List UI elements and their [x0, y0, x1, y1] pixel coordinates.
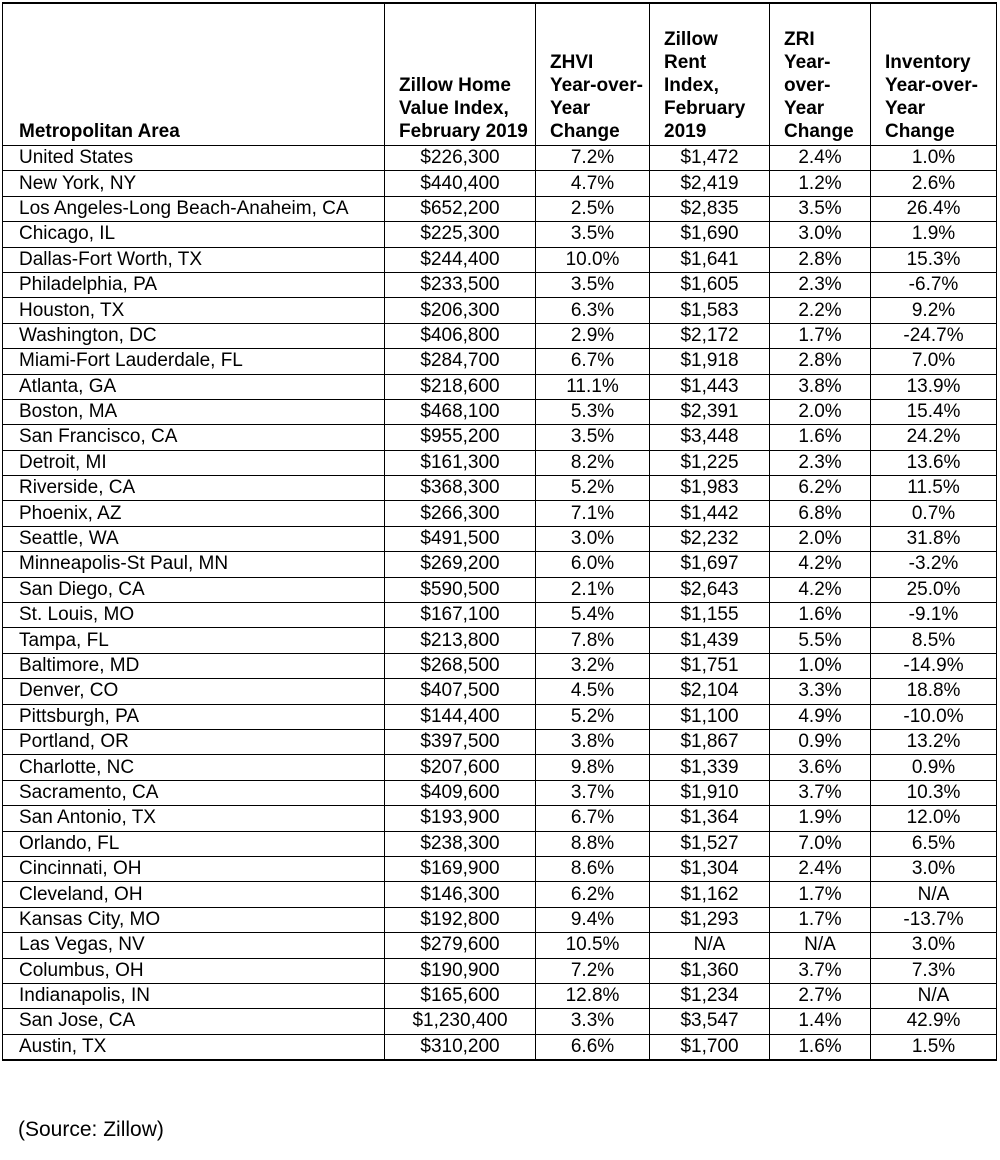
- cell-rent-index: $2,643: [650, 577, 770, 602]
- table-row: [3, 704, 997, 729]
- table-row: [3, 476, 997, 501]
- cell-metro-area: Philadelphia, PA: [3, 272, 385, 297]
- table-body: [3, 146, 997, 1061]
- cell-inventory-change: 0.7%: [871, 501, 997, 526]
- cell-inventory-change: 2.6%: [871, 171, 997, 196]
- cell-home-value: $146,300: [385, 882, 536, 907]
- cell-home-value: $368,300: [385, 476, 536, 501]
- table-row: [3, 171, 997, 196]
- cell-rent-index: N/A: [650, 933, 770, 958]
- cell-zri-change: 5.5%: [770, 628, 871, 653]
- cell-rent-index: $1,442: [650, 501, 770, 526]
- table-row: [3, 247, 997, 272]
- cell-rent-index: $1,641: [650, 247, 770, 272]
- cell-zri-change: 2.7%: [770, 983, 871, 1008]
- cell-rent-index: $1,234: [650, 983, 770, 1008]
- cell-rent-index: $1,583: [650, 298, 770, 323]
- cell-home-value: $192,800: [385, 907, 536, 932]
- cell-rent-index: $1,527: [650, 831, 770, 856]
- cell-inventory-change: 25.0%: [871, 577, 997, 602]
- cell-zhvi-change: 2.9%: [536, 323, 650, 348]
- cell-rent-index: $1,700: [650, 1034, 770, 1060]
- cell-rent-index: $1,697: [650, 552, 770, 577]
- cell-inventory-change: 18.8%: [871, 679, 997, 704]
- source-note: (Source: Zillow): [18, 1118, 164, 1141]
- cell-zri-change: 3.0%: [770, 222, 871, 247]
- cell-zhvi-change: 6.7%: [536, 806, 650, 831]
- cell-zri-change: 1.4%: [770, 1009, 871, 1034]
- cell-home-value: $310,200: [385, 1034, 536, 1060]
- cell-home-value: $161,300: [385, 450, 536, 475]
- cell-zhvi-change: 8.8%: [536, 831, 650, 856]
- cell-metro-area: Denver, CO: [3, 679, 385, 704]
- cell-zri-change: 6.8%: [770, 501, 871, 526]
- table-row: [3, 425, 997, 450]
- cell-metro-area: St. Louis, MO: [3, 603, 385, 628]
- cell-metro-area: Baltimore, MD: [3, 653, 385, 678]
- cell-metro-area: Pittsburgh, PA: [3, 704, 385, 729]
- cell-zri-change: 4.2%: [770, 552, 871, 577]
- cell-metro-area: Tampa, FL: [3, 628, 385, 653]
- cell-rent-index: $1,690: [650, 222, 770, 247]
- cell-inventory-change: N/A: [871, 882, 997, 907]
- cell-metro-area: Chicago, IL: [3, 222, 385, 247]
- cell-home-value: $652,200: [385, 196, 536, 221]
- cell-zhvi-change: 11.1%: [536, 374, 650, 399]
- cell-zri-change: 3.6%: [770, 755, 871, 780]
- table-row: [3, 399, 997, 424]
- cell-zri-change: N/A: [770, 933, 871, 958]
- cell-zhvi-change: 6.6%: [536, 1034, 650, 1060]
- cell-inventory-change: 15.4%: [871, 399, 997, 424]
- cell-home-value: $1,230,400: [385, 1009, 536, 1034]
- cell-rent-index: $2,835: [650, 196, 770, 221]
- cell-home-value: $266,300: [385, 501, 536, 526]
- table-row: [3, 222, 997, 247]
- cell-rent-index: $1,162: [650, 882, 770, 907]
- cell-zri-change: 1.7%: [770, 323, 871, 348]
- cell-metro-area: Kansas City, MO: [3, 907, 385, 932]
- cell-zhvi-change: 2.1%: [536, 577, 650, 602]
- cell-rent-index: $1,360: [650, 958, 770, 983]
- cell-home-value: $491,500: [385, 526, 536, 551]
- cell-inventory-change: 0.9%: [871, 755, 997, 780]
- cell-metro-area: San Francisco, CA: [3, 425, 385, 450]
- table-row: [3, 323, 997, 348]
- cell-zri-change: 1.9%: [770, 806, 871, 831]
- table-row: [3, 501, 997, 526]
- cell-zri-change: 2.3%: [770, 450, 871, 475]
- cell-zhvi-change: 5.2%: [536, 476, 650, 501]
- cell-inventory-change: 6.5%: [871, 831, 997, 856]
- cell-inventory-change: 1.0%: [871, 146, 997, 171]
- cell-inventory-change: 11.5%: [871, 476, 997, 501]
- cell-zhvi-change: 3.2%: [536, 653, 650, 678]
- cell-zhvi-change: 7.2%: [536, 146, 650, 171]
- cell-home-value: $406,800: [385, 323, 536, 348]
- cell-home-value: $206,300: [385, 298, 536, 323]
- table-row: [3, 577, 997, 602]
- cell-zri-change: 2.2%: [770, 298, 871, 323]
- cell-zhvi-change: 7.8%: [536, 628, 650, 653]
- header-rent-index: Zillow Rent Index, February 2019: [650, 3, 770, 146]
- cell-home-value: $218,600: [385, 374, 536, 399]
- table-row: [3, 856, 997, 881]
- cell-rent-index: $1,867: [650, 729, 770, 754]
- cell-metro-area: Atlanta, GA: [3, 374, 385, 399]
- cell-inventory-change: 15.3%: [871, 247, 997, 272]
- cell-metro-area: Miami-Fort Lauderdale, FL: [3, 349, 385, 374]
- cell-zhvi-change: 5.4%: [536, 603, 650, 628]
- cell-home-value: $244,400: [385, 247, 536, 272]
- cell-metro-area: San Diego, CA: [3, 577, 385, 602]
- cell-home-value: $207,600: [385, 755, 536, 780]
- cell-metro-area: Austin, TX: [3, 1034, 385, 1060]
- cell-zri-change: 3.8%: [770, 374, 871, 399]
- cell-home-value: $407,500: [385, 679, 536, 704]
- cell-zhvi-change: 10.0%: [536, 247, 650, 272]
- cell-home-value: $233,500: [385, 272, 536, 297]
- cell-rent-index: $2,104: [650, 679, 770, 704]
- cell-zri-change: 1.7%: [770, 907, 871, 932]
- cell-rent-index: $1,605: [650, 272, 770, 297]
- cell-metro-area: Houston, TX: [3, 298, 385, 323]
- cell-zri-change: 1.6%: [770, 603, 871, 628]
- cell-home-value: $409,600: [385, 780, 536, 805]
- cell-inventory-change: -10.0%: [871, 704, 997, 729]
- table-row: [3, 450, 997, 475]
- cell-rent-index: $1,225: [650, 450, 770, 475]
- cell-home-value: $193,900: [385, 806, 536, 831]
- cell-zri-change: 2.4%: [770, 146, 871, 171]
- cell-metro-area: Phoenix, AZ: [3, 501, 385, 526]
- table-header-row: [3, 3, 997, 146]
- cell-zhvi-change: 3.3%: [536, 1009, 650, 1034]
- cell-inventory-change: 12.0%: [871, 806, 997, 831]
- cell-metro-area: Cleveland, OH: [3, 882, 385, 907]
- cell-zhvi-change: 6.3%: [536, 298, 650, 323]
- cell-home-value: $397,500: [385, 729, 536, 754]
- cell-zri-change: 1.7%: [770, 882, 871, 907]
- cell-metro-area: New York, NY: [3, 171, 385, 196]
- cell-inventory-change: -9.1%: [871, 603, 997, 628]
- cell-inventory-change: 13.2%: [871, 729, 997, 754]
- header-inventory-yoy-change: Inventory Year-over-Year Change: [871, 3, 997, 146]
- cell-metro-area: Sacramento, CA: [3, 780, 385, 805]
- cell-zhvi-change: 6.2%: [536, 882, 650, 907]
- cell-zhvi-change: 4.7%: [536, 171, 650, 196]
- table-row: [3, 933, 997, 958]
- cell-inventory-change: 3.0%: [871, 856, 997, 881]
- cell-rent-index: $1,751: [650, 653, 770, 678]
- cell-zri-change: 2.0%: [770, 526, 871, 551]
- cell-zri-change: 1.6%: [770, 425, 871, 450]
- header-metropolitan-area: Metropolitan Area: [3, 3, 385, 146]
- cell-inventory-change: -14.9%: [871, 653, 997, 678]
- table-row: [3, 729, 997, 754]
- cell-inventory-change: 8.5%: [871, 628, 997, 653]
- cell-home-value: $144,400: [385, 704, 536, 729]
- cell-metro-area: Minneapolis-St Paul, MN: [3, 552, 385, 577]
- cell-zhvi-change: 8.6%: [536, 856, 650, 881]
- cell-rent-index: $1,293: [650, 907, 770, 932]
- cell-inventory-change: 9.2%: [871, 298, 997, 323]
- cell-metro-area: Detroit, MI: [3, 450, 385, 475]
- cell-rent-index: $1,472: [650, 146, 770, 171]
- cell-metro-area: Orlando, FL: [3, 831, 385, 856]
- cell-inventory-change: 24.2%: [871, 425, 997, 450]
- cell-metro-area: United States: [3, 146, 385, 171]
- cell-zhvi-change: 3.8%: [536, 729, 650, 754]
- cell-home-value: $238,300: [385, 831, 536, 856]
- cell-zri-change: 1.2%: [770, 171, 871, 196]
- header-home-value-index: Zillow Home Value Index, February 2019: [385, 3, 536, 146]
- cell-rent-index: $1,983: [650, 476, 770, 501]
- cell-zri-change: 2.4%: [770, 856, 871, 881]
- table-row: [3, 983, 997, 1008]
- cell-zhvi-change: 9.4%: [536, 907, 650, 932]
- cell-home-value: $468,100: [385, 399, 536, 424]
- cell-inventory-change: 1.9%: [871, 222, 997, 247]
- table-row: [3, 526, 997, 551]
- cell-home-value: $213,800: [385, 628, 536, 653]
- table-row: [3, 272, 997, 297]
- cell-rent-index: $1,910: [650, 780, 770, 805]
- cell-rent-index: $1,439: [650, 628, 770, 653]
- cell-rent-index: $2,391: [650, 399, 770, 424]
- cell-zhvi-change: 10.5%: [536, 933, 650, 958]
- header-zri-yoy-change: ZRI Year-over-Year Change: [770, 3, 871, 146]
- cell-home-value: $226,300: [385, 146, 536, 171]
- cell-inventory-change: 1.5%: [871, 1034, 997, 1060]
- cell-home-value: $279,600: [385, 933, 536, 958]
- cell-inventory-change: 13.6%: [871, 450, 997, 475]
- cell-home-value: $225,300: [385, 222, 536, 247]
- cell-metro-area: Indianapolis, IN: [3, 983, 385, 1008]
- table-row: [3, 628, 997, 653]
- cell-rent-index: $2,232: [650, 526, 770, 551]
- cell-zri-change: 1.0%: [770, 653, 871, 678]
- cell-zri-change: 4.9%: [770, 704, 871, 729]
- cell-zri-change: 4.2%: [770, 577, 871, 602]
- cell-zhvi-change: 6.7%: [536, 349, 650, 374]
- cell-home-value: $269,200: [385, 552, 536, 577]
- table-row: [3, 1009, 997, 1034]
- cell-metro-area: Las Vegas, NV: [3, 933, 385, 958]
- cell-inventory-change: 31.8%: [871, 526, 997, 551]
- table-row: [3, 298, 997, 323]
- cell-inventory-change: 13.9%: [871, 374, 997, 399]
- cell-zhvi-change: 3.5%: [536, 222, 650, 247]
- cell-zri-change: 3.7%: [770, 780, 871, 805]
- cell-home-value: $167,100: [385, 603, 536, 628]
- zillow-metro-table: [2, 2, 997, 1061]
- cell-inventory-change: 10.3%: [871, 780, 997, 805]
- zillow-metro-table-container: [2, 2, 997, 1061]
- cell-zri-change: 6.2%: [770, 476, 871, 501]
- cell-home-value: $169,900: [385, 856, 536, 881]
- cell-zhvi-change: 5.2%: [536, 704, 650, 729]
- cell-inventory-change: -6.7%: [871, 272, 997, 297]
- cell-inventory-change: 26.4%: [871, 196, 997, 221]
- cell-zhvi-change: 8.2%: [536, 450, 650, 475]
- cell-zhvi-change: 9.8%: [536, 755, 650, 780]
- cell-home-value: $284,700: [385, 349, 536, 374]
- cell-zhvi-change: 6.0%: [536, 552, 650, 577]
- cell-zhvi-change: 7.1%: [536, 501, 650, 526]
- cell-zhvi-change: 3.7%: [536, 780, 650, 805]
- cell-zri-change: 0.9%: [770, 729, 871, 754]
- header-zhvi-yoy-change: ZHVI Year-over-Year Change: [536, 3, 650, 146]
- cell-home-value: $190,900: [385, 958, 536, 983]
- cell-metro-area: Riverside, CA: [3, 476, 385, 501]
- cell-zhvi-change: 12.8%: [536, 983, 650, 1008]
- cell-metro-area: San Antonio, TX: [3, 806, 385, 831]
- cell-inventory-change: 42.9%: [871, 1009, 997, 1034]
- cell-metro-area: Los Angeles-Long Beach-Anaheim, CA: [3, 196, 385, 221]
- table-row: [3, 653, 997, 678]
- cell-zri-change: 3.7%: [770, 958, 871, 983]
- cell-inventory-change: -24.7%: [871, 323, 997, 348]
- table-row: [3, 349, 997, 374]
- cell-inventory-change: N/A: [871, 983, 997, 1008]
- cell-metro-area: Charlotte, NC: [3, 755, 385, 780]
- cell-inventory-change: -3.2%: [871, 552, 997, 577]
- table-row: [3, 907, 997, 932]
- cell-zhvi-change: 3.5%: [536, 425, 650, 450]
- table-row: [3, 603, 997, 628]
- cell-rent-index: $1,364: [650, 806, 770, 831]
- table-row: [3, 679, 997, 704]
- cell-metro-area: Dallas-Fort Worth, TX: [3, 247, 385, 272]
- table-row: [3, 806, 997, 831]
- table-row: [3, 958, 997, 983]
- table-row: [3, 146, 997, 171]
- cell-metro-area: Columbus, OH: [3, 958, 385, 983]
- table-row: [3, 374, 997, 399]
- table-row: [3, 780, 997, 805]
- cell-rent-index: $1,339: [650, 755, 770, 780]
- table-row: [3, 831, 997, 856]
- cell-zhvi-change: 3.0%: [536, 526, 650, 551]
- cell-zhvi-change: 7.2%: [536, 958, 650, 983]
- cell-zri-change: 1.6%: [770, 1034, 871, 1060]
- cell-rent-index: $2,419: [650, 171, 770, 196]
- cell-metro-area: Seattle, WA: [3, 526, 385, 551]
- cell-home-value: $165,600: [385, 983, 536, 1008]
- cell-rent-index: $3,547: [650, 1009, 770, 1034]
- cell-rent-index: $1,918: [650, 349, 770, 374]
- cell-inventory-change: 3.0%: [871, 933, 997, 958]
- cell-rent-index: $2,172: [650, 323, 770, 348]
- cell-zhvi-change: 4.5%: [536, 679, 650, 704]
- cell-zhvi-change: 5.3%: [536, 399, 650, 424]
- cell-home-value: $440,400: [385, 171, 536, 196]
- cell-zri-change: 7.0%: [770, 831, 871, 856]
- cell-metro-area: Boston, MA: [3, 399, 385, 424]
- table-row: [3, 196, 997, 221]
- cell-zri-change: 3.3%: [770, 679, 871, 704]
- cell-metro-area: San Jose, CA: [3, 1009, 385, 1034]
- table-row: [3, 552, 997, 577]
- table-row: [3, 1034, 997, 1060]
- cell-inventory-change: 7.0%: [871, 349, 997, 374]
- table-row: [3, 755, 997, 780]
- cell-home-value: $590,500: [385, 577, 536, 602]
- cell-rent-index: $1,304: [650, 856, 770, 881]
- cell-zri-change: 2.0%: [770, 399, 871, 424]
- cell-zri-change: 3.5%: [770, 196, 871, 221]
- cell-metro-area: Portland, OR: [3, 729, 385, 754]
- cell-rent-index: $1,100: [650, 704, 770, 729]
- cell-inventory-change: 7.3%: [871, 958, 997, 983]
- cell-home-value: $955,200: [385, 425, 536, 450]
- cell-zhvi-change: 3.5%: [536, 272, 650, 297]
- cell-metro-area: Washington, DC: [3, 323, 385, 348]
- cell-rent-index: $1,443: [650, 374, 770, 399]
- cell-home-value: $268,500: [385, 653, 536, 678]
- cell-rent-index: $1,155: [650, 603, 770, 628]
- cell-zhvi-change: 2.5%: [536, 196, 650, 221]
- cell-zri-change: 2.8%: [770, 349, 871, 374]
- table-row: [3, 882, 997, 907]
- cell-inventory-change: -13.7%: [871, 907, 997, 932]
- cell-rent-index: $3,448: [650, 425, 770, 450]
- cell-metro-area: Cincinnati, OH: [3, 856, 385, 881]
- cell-zri-change: 2.3%: [770, 272, 871, 297]
- cell-zri-change: 2.8%: [770, 247, 871, 272]
